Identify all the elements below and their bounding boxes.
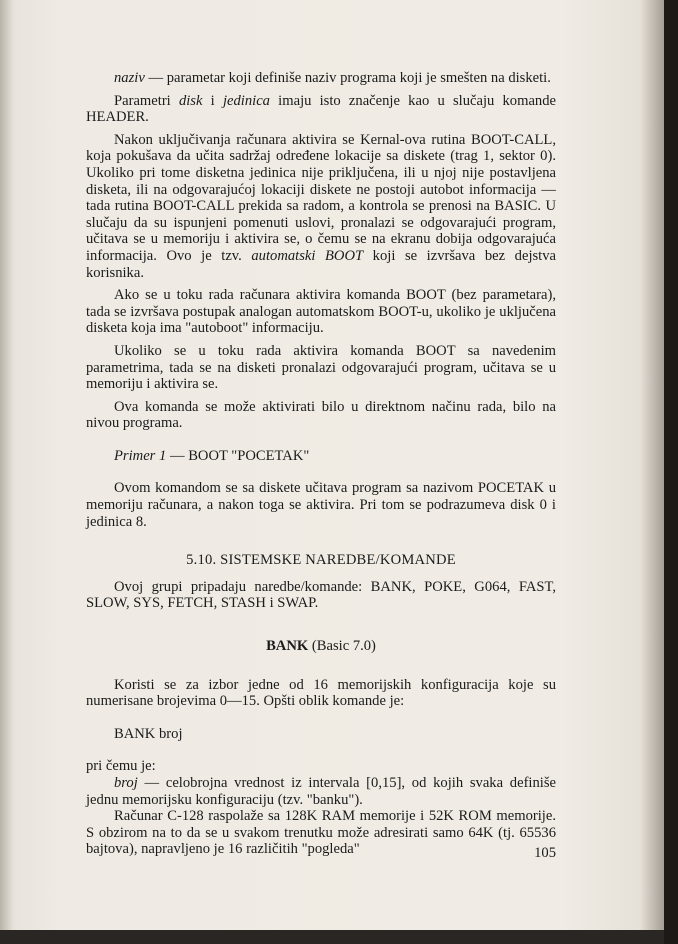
broj-definition: — celobrojna vrednost iz intervala [0,15], od kojih svaka definiše jednu memorijsku konfiguraciju (tzv. "banku"). — [86, 775, 556, 808]
parametri-mid: i — [202, 92, 223, 109]
example-line — [86, 448, 556, 465]
example-text: — BOOT "POCETAK" — [166, 447, 310, 464]
term-automatski-boot: automatski BOOT — [251, 247, 364, 264]
paragraph-mode: Ova komanda se može aktivirati bilo u direktnom načinu rada, bilo na nivou programa. — [86, 398, 556, 432]
term-jedinica: jedinica — [222, 92, 270, 109]
paragraph-boot-call — [86, 132, 556, 281]
boot-call-text-end: koji se izvršava bez dejstva korisnika. — [86, 247, 557, 281]
section-heading: 5.10. SISTEMSKE NAREDBE/KOMANDE — [186, 552, 456, 569]
naziv-definition: — parametar koji definiše naziv programa koji je smešten na disketi. — [144, 70, 551, 86]
page-number: 105 — [534, 845, 556, 861]
paragraph-group: Ovoj grupi pripadaju naredbe/komande: BANK, POKE, G064, FAST, SLOW, SYS, FETCH, STASH i SWAP. — [86, 578, 556, 612]
parametri-suffix: imaju isto značenje kao u slučaju komande HEADER. — [86, 92, 556, 126]
where-label: pri čemu je: — [86, 758, 156, 775]
bank-title: BANK — [266, 638, 309, 655]
term-disk: disk — [178, 92, 203, 109]
term-naziv: naziv — [114, 70, 145, 86]
paragraph-naziv — [86, 70, 556, 87]
paragraph-c128-memory: Računar C-128 raspolaže sa 128K RAM memorije i 52K ROM memorije. S obzirom na to da se u svakom trenutku može adresirati samo 64K (tj. 65536 bajtova), napravljeno je 16 različitih "pogleda" — [86, 808, 556, 858]
term-broj: broj — [114, 775, 138, 791]
paragraph-boot-no-params: Ako se u toku rada računara aktivira komanda BOOT (bez parametara), tada se izvršava postupak analogan automatskom BOOT-u, ukoliko je uključena disketa koja ima "autoboot" informaciju. — [86, 287, 556, 337]
bank-heading — [86, 638, 556, 655]
bank-basic-version: (Basic 7.0) — [308, 638, 376, 655]
book-spine-shadow — [664, 0, 678, 944]
page-content — [86, 70, 556, 864]
example-label: Primer 1 — [114, 447, 167, 464]
syntax-line: BANK broj — [114, 725, 183, 742]
paragraph-example-explanation: Ovom komandom se sa diskete učitava program sa nazivom POCETAK u memoriju računara, a nakon toga se aktivira. Pri tom se podrazumeva disk 0 i jedinica 8. — [86, 480, 556, 530]
paragraph-broj — [86, 775, 556, 808]
paragraph-parametri — [86, 93, 556, 126]
boot-call-text: Nakon uključivanja računara aktivira se Kernal-ova rutina BOOT-CALL, koja pokušava da učita sadržaj određene lokacije sa diskete (trag 1, sektor 0). Ukoliko pri tome disketna jedinica nije priključena, ili u njoj nije postavljena disketa, ili na odgovarajućoj lokaciji diskete ne postoji autobot informacija — tada rutina BOOT-CALL prekida sa radom, a kontrola se prenosi na BASIC. U slučaju da su ispunjeni pomenuti uslovi, pronalazi se odgovarajući program, učitava se u memoriju i aktivira se, o čemu se na ekranu dobija odgovarajuća informacija. Ovo je tzv. — [86, 131, 556, 264]
parametri-prefix: Parametri — [114, 92, 179, 109]
paragraph-boot-params: Ukoliko se u toku rada aktivira komanda BOOT sa navedenim parametrima, tada se na disketi pronalazi odgovarajući program, učitava se u memoriju i aktivira se. — [86, 342, 556, 393]
paragraph-bank-desc: Koristi se za izbor jedne od 16 memorijskih konfiguracija koje su numerisane brojevima 0—15. Opšti oblik komande je: — [86, 676, 556, 710]
